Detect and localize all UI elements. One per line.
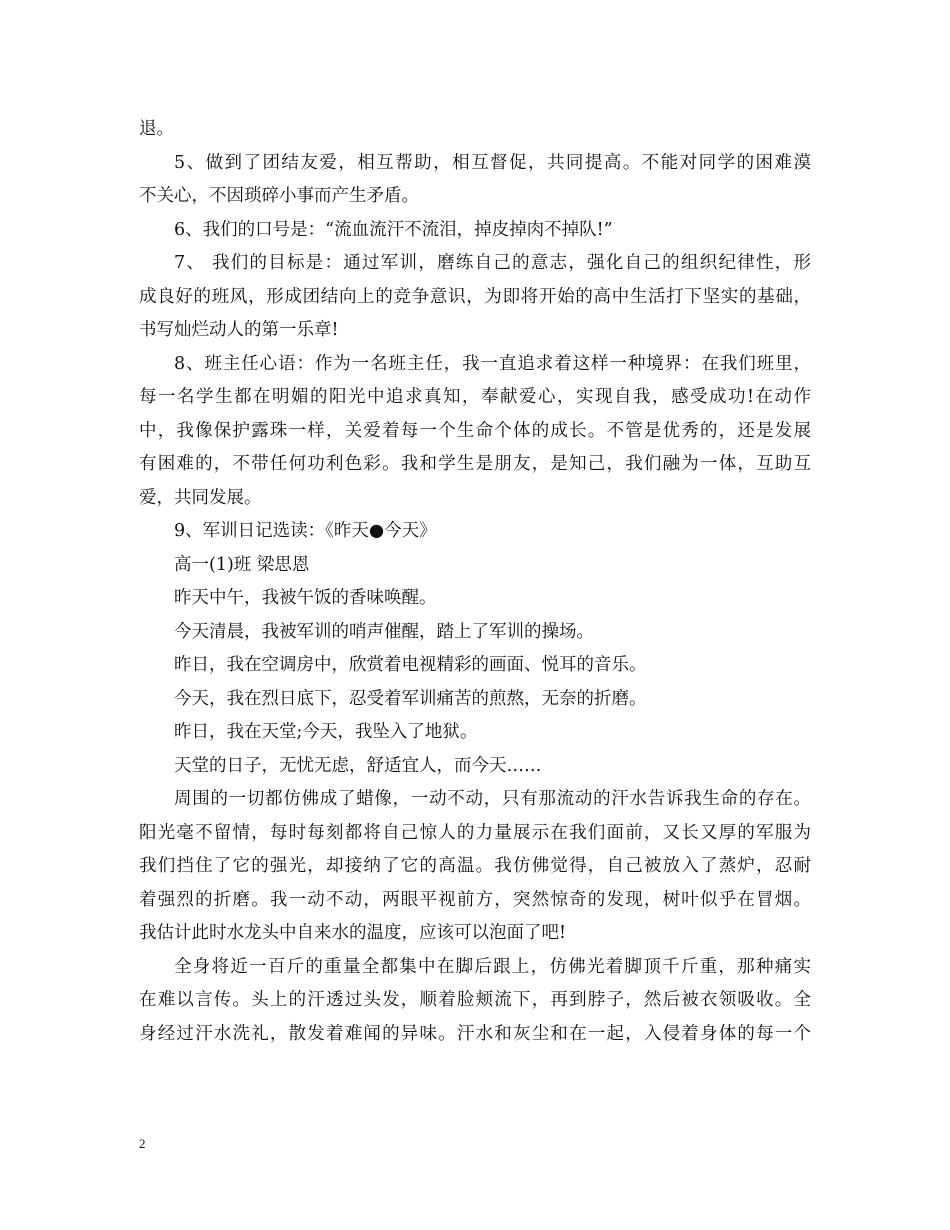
text-line: 爱，共同发展。: [139, 487, 262, 508]
text-line: 书写灿烂动人的第一乐章!: [139, 320, 339, 340]
text-line: 在难以言传。头上的汗透过头发，顺着脸颊流下，再到脖子，然后被衣领吸收。全: [139, 990, 811, 1010]
text-line: 昨天中午，我被午饭的香味唤醒。: [174, 588, 437, 608]
text-line: 我们挡住了它的强光，却接纳了它的高温。我仿佛觉得，自己被放入了蒸炉，忍耐: [139, 856, 811, 876]
text-line: 我估计此时水龙头中自来水的温度，应该可以泡面了吧!: [139, 923, 567, 943]
text-line: 今天清晨，我被军训的哨声催醒，踏上了军训的操场。: [174, 621, 594, 642]
text-line: 今天，我在烈日底下，忍受着军训痛苦的煎熬，无奈的折磨。: [174, 688, 647, 709]
text-line: 有困难的，不带任何功利色彩。我和学生是朋友，是知己，我们融为一体，互助互: [139, 454, 811, 474]
text-line: 不关心，不因琐碎小事而产生矛盾。: [139, 186, 419, 206]
text-line: 天堂的日子，无忧无虑，舒适宜人，而今天……: [174, 755, 542, 776]
text-line: 中，我像保护露珠一样，关爱着每一个生命个体的成长。不管是优秀的，还是发展: [139, 420, 811, 441]
text-line: 9、军训日记选读：《昨天●今天》: [174, 521, 437, 541]
text-line: 昨日，我在空调房中，欣赏着电视精彩的画面、悦耳的音乐。: [174, 655, 647, 675]
text-line: 每一名学生都在明媚的阳光中追求真知，奉献爱心，实现自我，感受成功!在动作: [139, 387, 811, 407]
page-number: 2: [139, 1136, 146, 1151]
text-line: 成良好的班风，形成团结向上的竞争意识，为即将开始的高中生活打下坚实的基础，: [139, 286, 811, 307]
text-line: 着强烈的折磨。我一动不动，两眼平视前方，突然惊奇的发现，树叶似乎在冒烟。: [139, 889, 811, 910]
text-line: 6、我们的口号是：“流血流汗不流泪，掉皮掉肉不掉队!”: [174, 219, 613, 240]
body-text: [139, 113, 811, 1051]
text-line: 7、 我们的目标是：通过军训，磨练自己的意志，强化自己的组织纪律性，形: [174, 253, 811, 273]
text-line: 周围的一切都仿佛成了蜡像，一动不动，只有那流动的汗水告诉我生命的存在。: [174, 789, 811, 809]
text-line: 全身将近一百斤的重量全都集中在脚后跟上，仿佛光着脚顶千斤重，那种痛实: [174, 956, 811, 977]
text-line: 阳光毫不留情，每时每刻都将自己惊人的力量展示在我们面前，又长又厚的军服为: [139, 822, 811, 843]
text-line: 高一(1)班 梁思恩: [174, 554, 310, 575]
text-line: 8、班主任心语：作为一名班主任，我一直追求着这样一种境界：在我们班里，: [174, 353, 811, 374]
text-line: 昨日，我在天堂;今天，我坠入了地狱。: [174, 722, 478, 742]
text-line: 5、做到了团结友爱，相互帮助，相互督促，共同提高。不能对同学的困难漠: [174, 152, 811, 173]
text-line: 身经过汗水洗礼，散发着难闻的异味。汗水和灰尘和在一起，入侵着身体的每一个: [139, 1023, 811, 1044]
text-line: 退。: [139, 119, 174, 139]
